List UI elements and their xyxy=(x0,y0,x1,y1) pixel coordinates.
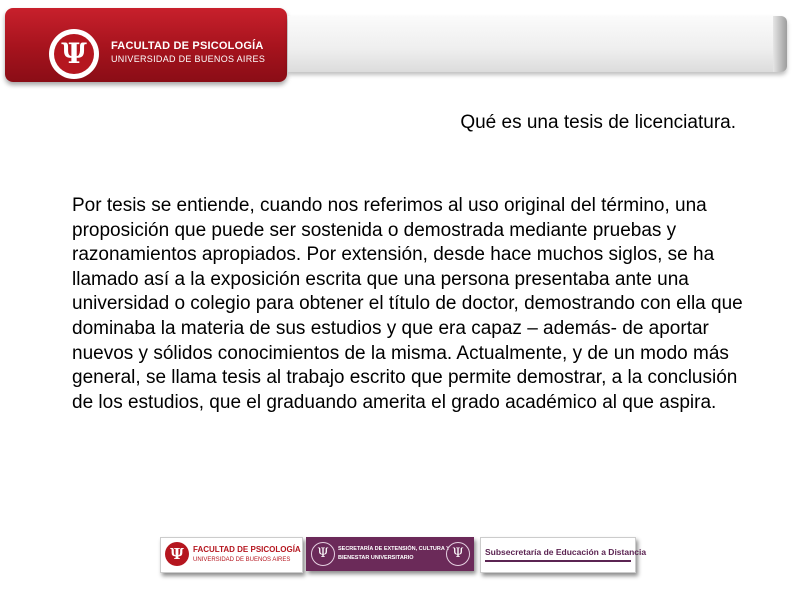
footer-logo-extension-line2: BIENESTAR UNIVERSITARIO xyxy=(338,555,414,561)
psi-icon: Ψ xyxy=(165,542,189,566)
footer-logo-extension xyxy=(306,537,474,571)
footer-logo-faculty xyxy=(160,537,303,573)
footer-logo-extension-line1: SECRETARÍA DE EXTENSIÓN, CULTURA Y xyxy=(338,546,450,552)
slide-title: Qué es una tesis de licenciatura. xyxy=(460,112,736,133)
header-bar xyxy=(288,16,787,72)
faculty-logo xyxy=(49,29,99,79)
slide-body: Por tesis se entiende, cuando nos referimos al uso original del término, una proposición que puede ser sostenida o demostrada mediante pruebas y razonamientos apropiados. Por extensión, desde hace muchos siglos, se ha llamado así a la exposición escrita que una persona presentaba ante una universidad o colegio para obtener el título de doctor, demostrando con ella que dominaba la materia de sus estudios y que era capaz – además- de aportar nuevos y sólidos conocimientos de la misma. Actualmente, y de un modo más general, se llama tesis al trabajo escrito que permite demostrar, a la conclusión de los estudios, que el graduando amerita el grado académico al que aspira. xyxy=(72,195,743,413)
divider xyxy=(485,560,631,562)
psi-icon: Ψ xyxy=(54,34,94,74)
footer-logo-distance-education-text: Subsecretaría de Educación a Distancia xyxy=(485,547,647,557)
psi-icon: Ψ xyxy=(446,542,470,566)
footer-logo-faculty-title: FACULTAD DE PSICOLOGÍA xyxy=(193,545,301,554)
faculty-name: FACULTAD DE PSICOLOGÍA xyxy=(111,40,264,52)
university-name: UNIVERSIDAD DE BUENOS AIRES xyxy=(111,54,266,64)
psi-icon: Ψ xyxy=(311,542,335,566)
header-banner xyxy=(5,8,287,82)
footer-logo-faculty-subtitle: UNIVERSIDAD DE BUENOS AIRES xyxy=(193,557,291,563)
footer-logo-distance-education xyxy=(480,537,647,573)
